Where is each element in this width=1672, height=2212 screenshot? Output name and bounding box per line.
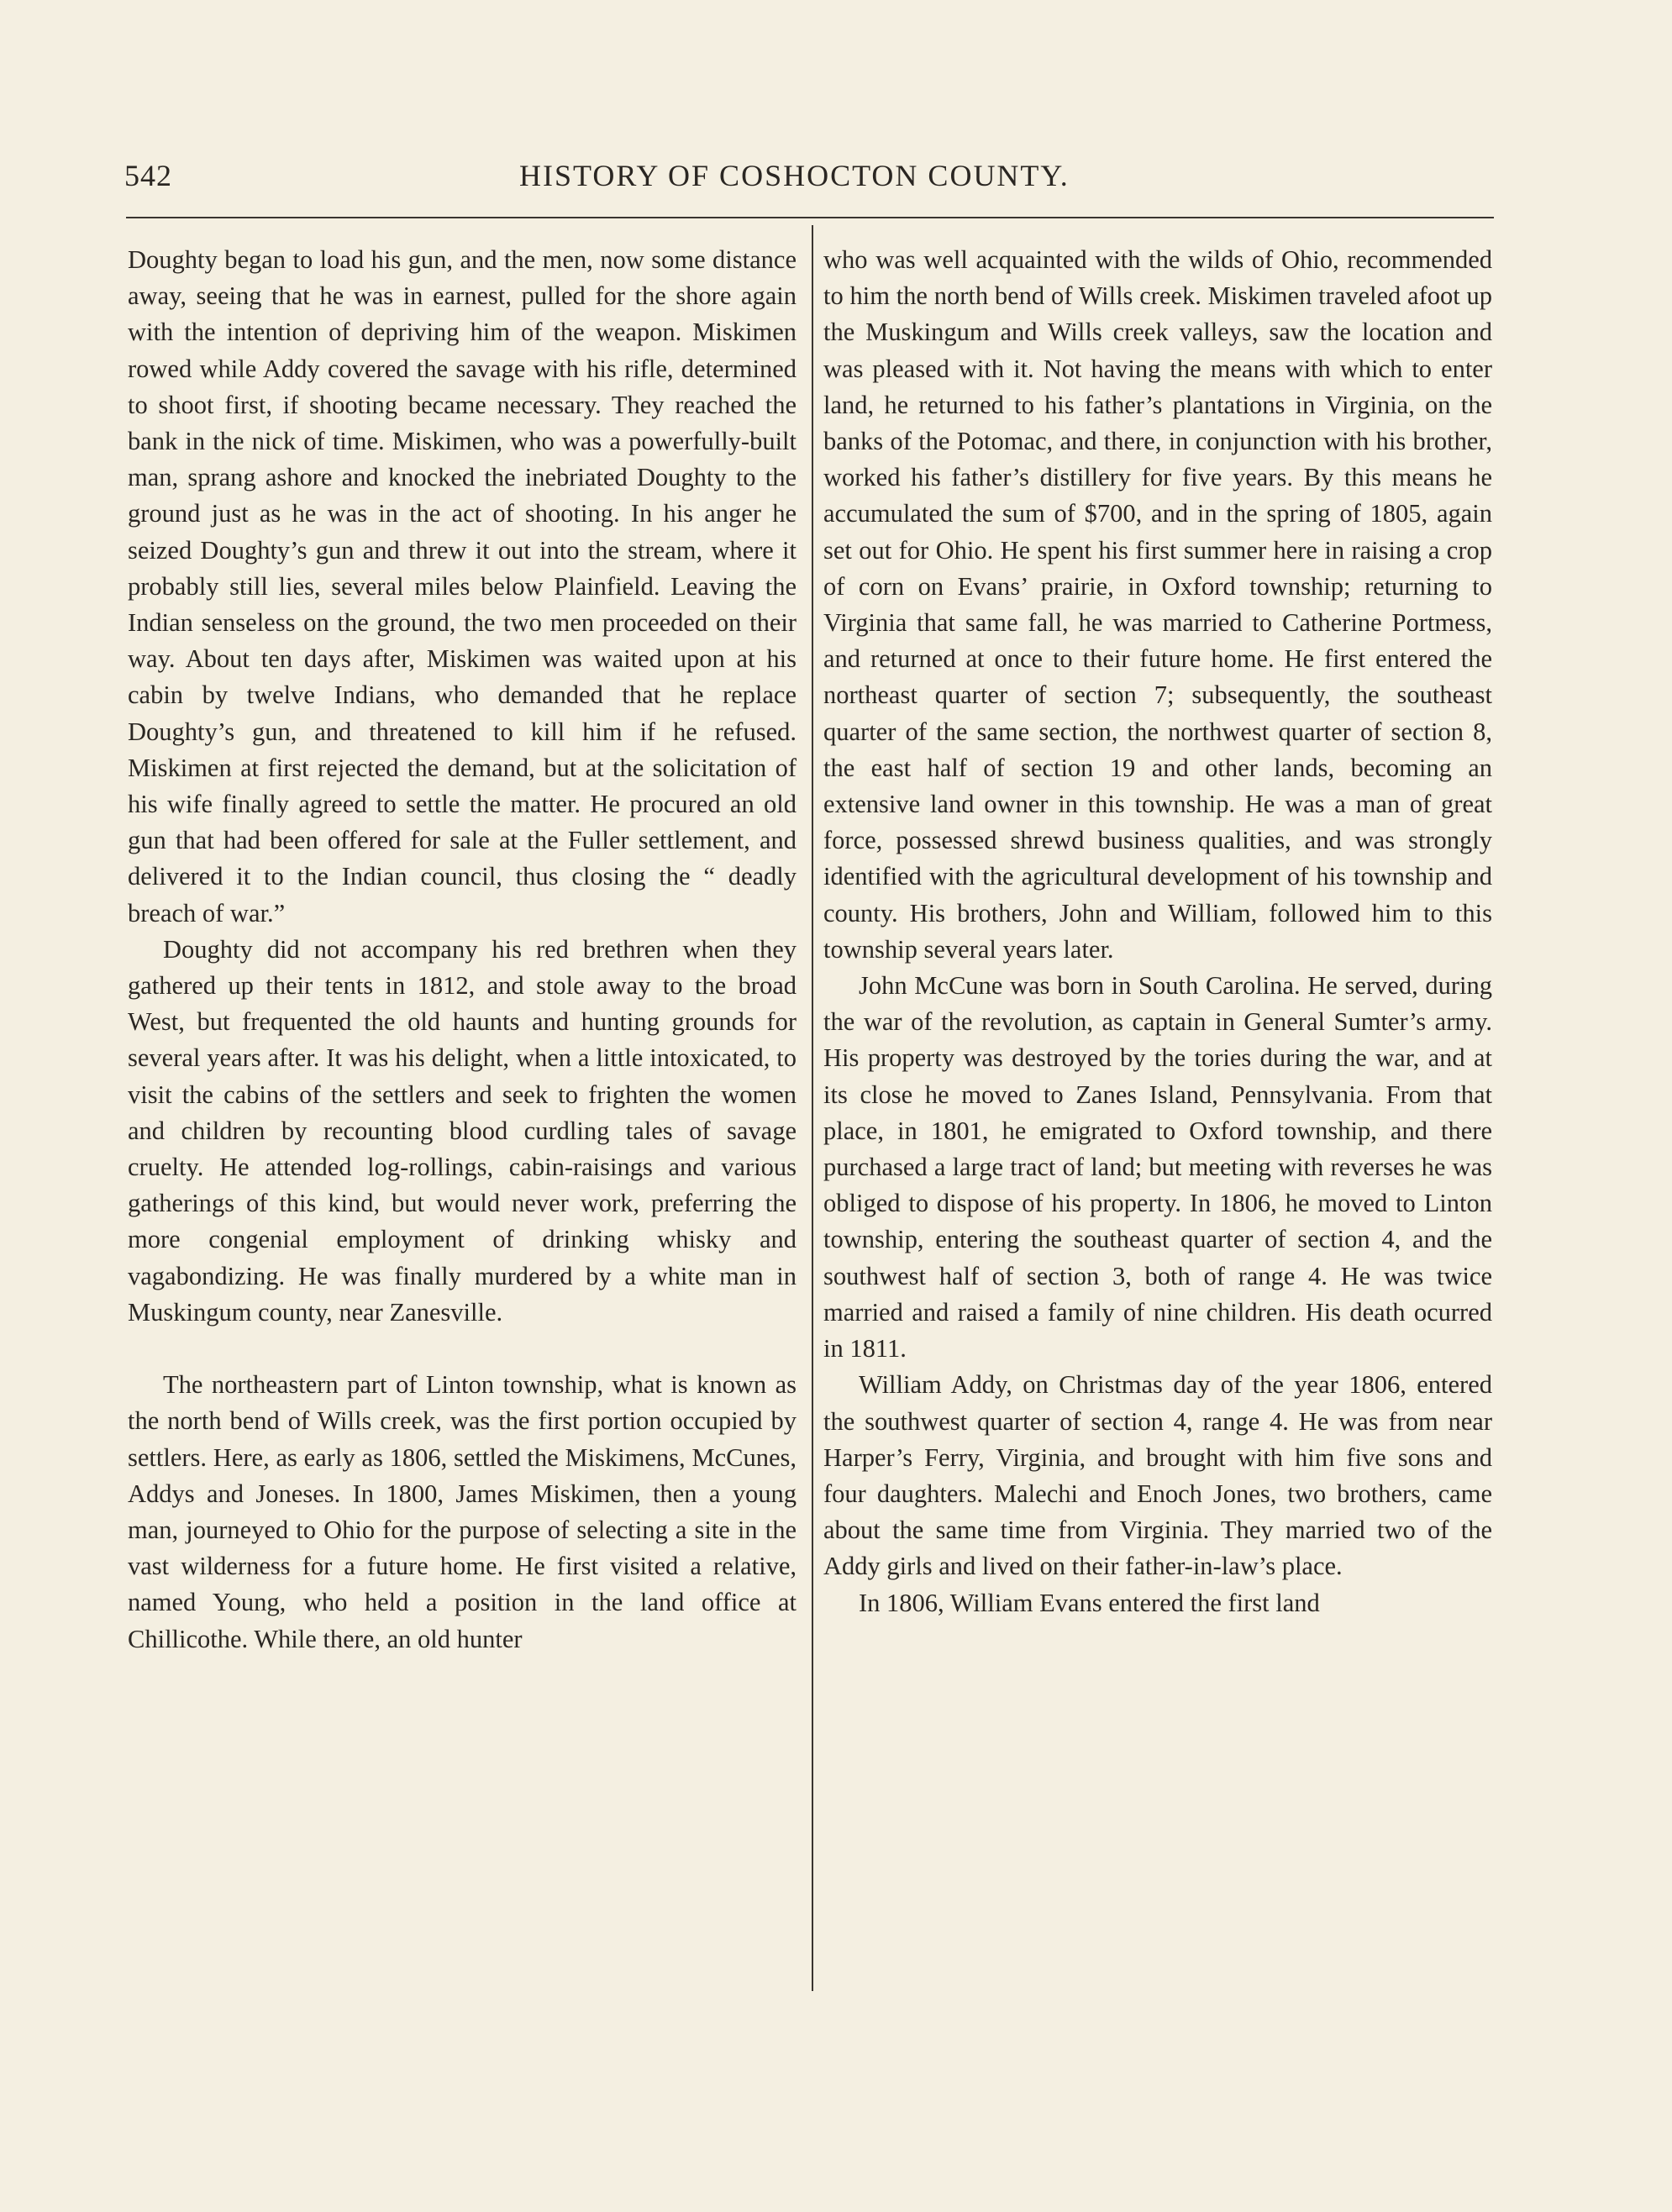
left-column <box>128 242 797 1658</box>
paragraph: In 1806, William Evans entered the first land <box>859 1588 1320 1617</box>
paragraph: William Addy, on Christmas day of the year 1806, entered the southwest quarter of section 4, range 4. He was from near Harper’s Ferry, Virginia, and brought with him five sons and four daughters. Malechi and Enoch Jones, two brothers, came about the same time from Virginia. They married two of the Addy girls and lived on their father-in-law’s place. <box>823 1370 1492 1581</box>
paragraph: Doughty did not accompany his red brethren when they gathered up their tents in 1812, and stole away to the broad West, but frequented the old haunts and hunting grounds for several years after. It was his delight, when a little intoxicated, to visit the cabins of the settlers and seek to frighten the women and children by recounting blood curdling tales of savage cruelty. He attended log-rollings, cabin-raisings and various gatherings of this kind, but would never work, preferring the more congenial employment of drinking whisky and vagabondizing. He was finally murdered by a white man in Muskingum county, near Zanesville. <box>128 934 797 1327</box>
paragraph: John McCune was born in South Carolina. He served, during the war of the revolution, as captain in General Sumter’s army. His property was destroyed by the tories during the war, and at its close he moved to Zanes Island, Pennsylvania. From that place, in 1801, he emigrated to Oxford township, and there purchased a large tract of land; but meeting with reverses he was obliged to dispose of his property. In 1806, he moved to Linton township, entering the southeast quarter of section 4, and the southwest half of section 3, both of range 4. He was twice married and raised a family of nine children. His death ocurred in 1811. <box>823 971 1492 1363</box>
header-rule <box>126 217 1494 218</box>
page-number: 542 <box>124 159 172 192</box>
paragraph: The northeastern part of Linton township, what is known as the north bend of Wills creek, was the first portion occupied by settlers. Here, as early as 1806, settled the Miskimens, McCunes, Addys and Joneses. In 1800, James Miskimen, then a young man, journeyed to Ohio for the purpose of selecting a site in the vast wilderness for a future home. He first visited a relative, named Young, who held a position in the land office at Chillicothe. While there, an old hunter <box>128 1370 797 1653</box>
paragraph: who was well acquainted with the wilds of Ohio, recommended to him the north bend of Wills creek. Miskimen traveled afoot up the Muskingum and Wills creek valleys, saw the location and was pleased with it. Not having the means with which to enter land, he returned to his father’s plantations in Virginia, on the banks of the Potomac, and there, in conjunction with his brother, worked his father’s distillery for five years. By this means he accumulated the sum of $700, and in the spring of 1805, again set out for Ohio. He spent his first summer here in raising a crop of corn on Evans’ prairie, in Oxford township; returning to Virginia that same fall, he was married to Catherine Portmess, and returned at once to their future home. He first entered the northeast quarter of section 7; subsequently, the southeast quarter of the same section, the northwest quarter of section 8, the east half of section 19 and other lands, becoming an extensive land owner in this township. He was a man of great force, possessed shrewd business qualities, and was strongly identified with the agricultural development of his township and county. His brothers, John and William, followed him to this township several years later. <box>823 245 1492 964</box>
paragraph: Doughty began to load his gun, and the men, now some distance away, seeing that he was in earnest, pulled for the shore again with the intention of depriving him of the weapon. Miskimen rowed while Addy covered the savage with his rifle, determined to shoot first, if shooting became necessary. They reached the bank in the nick of time. Miskimen, who was a powerfully-built man, sprang ashore and knocked the inebriated Doughty to the ground just as he was in the act of shooting. In his anger he seized Doughty’s gun and threw it out into the stream, where it probably still lies, several miles below Plainfield. Leaving the Indian senseless on the ground, the two men proceeded on their way. About ten days after, Miskimen was waited upon at his cabin by twelve Indians, who demanded that he replace Doughty’s gun, and threatened to kill him if he refused. Miskimen at first rejected the demand, but at the solicitation of his wife finally agreed to settle the matter. He procured an old gun that had been offered for sale at the Fuller settlement, and delivered it to the Indian council, thus closing the “ deadly breach of war.” <box>128 245 797 927</box>
running-title: HISTORY OF COSHOCTON COUNTY. <box>519 159 1070 192</box>
column-divider <box>812 225 813 1991</box>
page-header <box>124 158 1496 200</box>
right-column <box>823 242 1492 1621</box>
